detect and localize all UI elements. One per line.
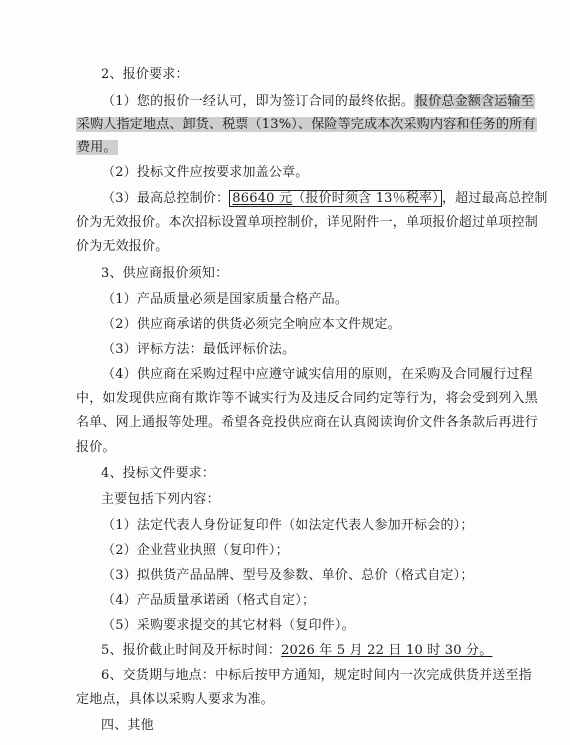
section-3-item-4-line-3: 名单、网上通报等处理。希望各竞投供应商在认真阅读询价文件各条款后再进行 (76, 415, 539, 430)
section-2-heading: 2、报价要求： (101, 67, 189, 82)
highlighted-text: 采购人指定地点、卸货、税票（13%）、保险等完成本次采购内容和任务的所有 (77, 117, 536, 132)
section-6-line-2: 定地点，具体以采购人要求为准。 (76, 692, 275, 707)
section-2-item-3-line-3: 价为无效报价。 (76, 239, 169, 254)
section-4-item-2: （2）企业营业执照（复印件）； (102, 543, 289, 558)
tax-note: （报价时须含 13％税率） (292, 191, 439, 206)
section-5-line (101, 642, 492, 659)
section-2-item-3-line-2: 价为无效报价。本次招标设置单项控制价，详见附件一，单项报价超过单项控制 (76, 215, 539, 230)
section-4-heading: 4、投标文件要求： (101, 466, 216, 481)
section-4-item-4: （4）产品质量承诺函（格式自定）； (102, 593, 316, 608)
deadline-label: 5、报价截止时间及开标时间： (101, 643, 282, 658)
highlighted-text: 费用。 (77, 140, 117, 155)
section-2-item-1-line-1 (102, 93, 535, 110)
highlighted-text: 报价总金额含运输至 (415, 94, 534, 109)
section-3-item-4-line-4: 报价。 (76, 440, 116, 455)
item-3-text: ，超过最高总控制 (441, 191, 548, 206)
section-4-item-3: （3）拟供货产品品牌、型号及参数、单价、总价（格式自定）； (102, 568, 474, 583)
section-2-item-3-line-1 (102, 190, 548, 207)
section-3-item-3: （3）评标方法：最低评标价法。 (102, 342, 296, 357)
section-2-item-2: （2）投标文件应按要求加盖公章。 (102, 165, 309, 180)
section-2-item-1-line-3 (76, 139, 118, 156)
item-3-label: （3）最高总控制价： (102, 191, 230, 206)
section-6-line-1: 6、交货期与地点：中标后按甲方通知，规定时间内一次完成供货并送至指 (101, 668, 532, 683)
section-2-item-1-line-2 (76, 116, 537, 133)
section-4-other-heading: 四、其他 (101, 718, 154, 733)
section-4-item-5: （5）采购要求提交的其它材料（复印件）。 (102, 618, 355, 633)
deadline-value: 2026 年 5 月 22 日 10 时 30 分。 (281, 643, 493, 658)
section-3-item-4-line-1: （4）供应商在采购过程中应遵守诚实信用的原则，在采购及合同履行过程 (102, 367, 533, 382)
section-3-item-1: （1）产品质量必须是国家质量合格产品。 (102, 292, 349, 307)
section-3-heading: 3、供应商报价须知： (101, 266, 229, 281)
section-4-intro: 主要包括下列内容： (101, 492, 220, 507)
section-3-item-4-line-2: 中，如发现供应商有欺诈等不诚实行为及违反合同约定等行为，将会受到列入黑 (76, 391, 539, 406)
max-price-amount: 86640 元 (232, 191, 293, 206)
section-3-item-2: （2）供应商承诺的供货必须完全响应本文件规定。 (102, 317, 401, 332)
max-price-box (229, 190, 442, 207)
item-1-text: （1）您的报价一经认可，即为签订合同的最终依据。 (102, 94, 415, 109)
section-4-item-1: （1）法定代表人身份证复印件（如法定代表人参加开标会的）； (102, 518, 474, 533)
